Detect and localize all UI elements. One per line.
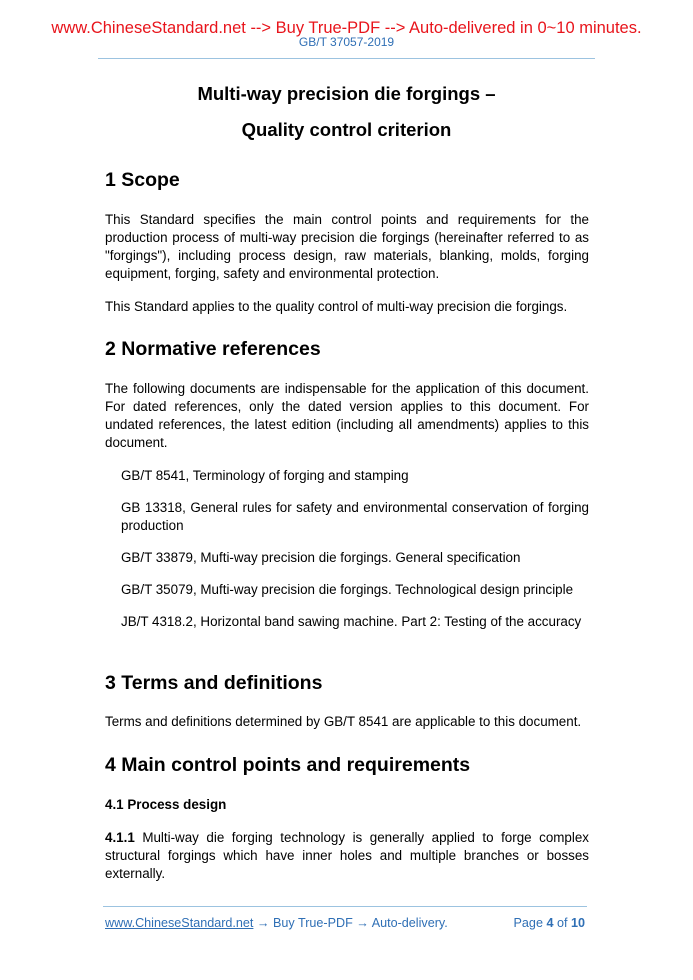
footer-link[interactable]: www.ChineseStandard.net	[105, 916, 254, 930]
promo-banner: www.ChineseStandard.net --> Buy True-PDF --> Auto-delivered in 0~10 minutes.	[51, 19, 642, 37]
paragraph: This Standard specifies the main control points and requirements for the production process of multi-way precision die forgings (hereinafter referred to as "forgings"), including process design, raw materials, blanking, molds, forging equipment, forging, safety and environmental protection.	[105, 212, 589, 281]
standard-number: GB/T 37057-2019	[298, 35, 395, 49]
clause-4-1-1	[105, 829, 589, 883]
total-pages: 10	[570, 916, 585, 930]
title-line1: Multi-way precision die forgings –	[197, 83, 496, 104]
clause-number: 4.1.1	[105, 830, 135, 845]
paragraph: This Standard applies to the quality control of multi-way precision die forgings.	[105, 299, 568, 314]
title-line2: Quality control criterion	[241, 119, 452, 140]
of-label: of	[553, 916, 571, 930]
page-label: Page	[513, 916, 547, 930]
reference-item: GB/T 33879, Mufti-way precision die forgings. General specification	[121, 550, 521, 565]
footer-left	[105, 916, 448, 930]
current-page: 4	[546, 916, 554, 930]
reference-item: GB 13318, General rules for safety and environmental conservation of forging production	[121, 500, 589, 533]
paragraph: The following documents are indispensable for the application of this document. For dated references, only the dated version applies to this document. For undated references, the latest edition (including all amendments) applies to this document.	[105, 381, 589, 450]
page-indicator	[514, 916, 585, 930]
heading-main-control-points: 4 Main control points and requirements	[105, 754, 471, 776]
heading-terms: 3 Terms and definitions	[105, 672, 323, 694]
subheading-process-design: 4.1 Process design	[105, 797, 227, 812]
header-divider	[98, 58, 595, 59]
footer-text: → Buy True-PDF → Auto-delivery.	[253, 916, 448, 930]
paragraph: Terms and definitions determined by GB/T 8541 are applicable to this document.	[105, 714, 582, 729]
footer	[105, 916, 585, 930]
clause-text: Multi-way die forging technology is generally applied to forge complex structural forgings which have inner holes and multiple branches or bosses externally.	[105, 830, 589, 881]
reference-item: GB/T 35079, Mufti-way precision die forgings. Technological design principle	[121, 582, 574, 597]
footer-divider	[103, 906, 587, 907]
reference-item: GB/T 8541, Terminology of forging and stamping	[121, 468, 409, 483]
reference-item: JB/T 4318.2, Horizontal band sawing machine. Part 2: Testing of the accuracy	[121, 614, 582, 629]
heading-normative-references: 2 Normative references	[105, 338, 321, 360]
heading-scope: 1 Scope	[105, 169, 180, 191]
